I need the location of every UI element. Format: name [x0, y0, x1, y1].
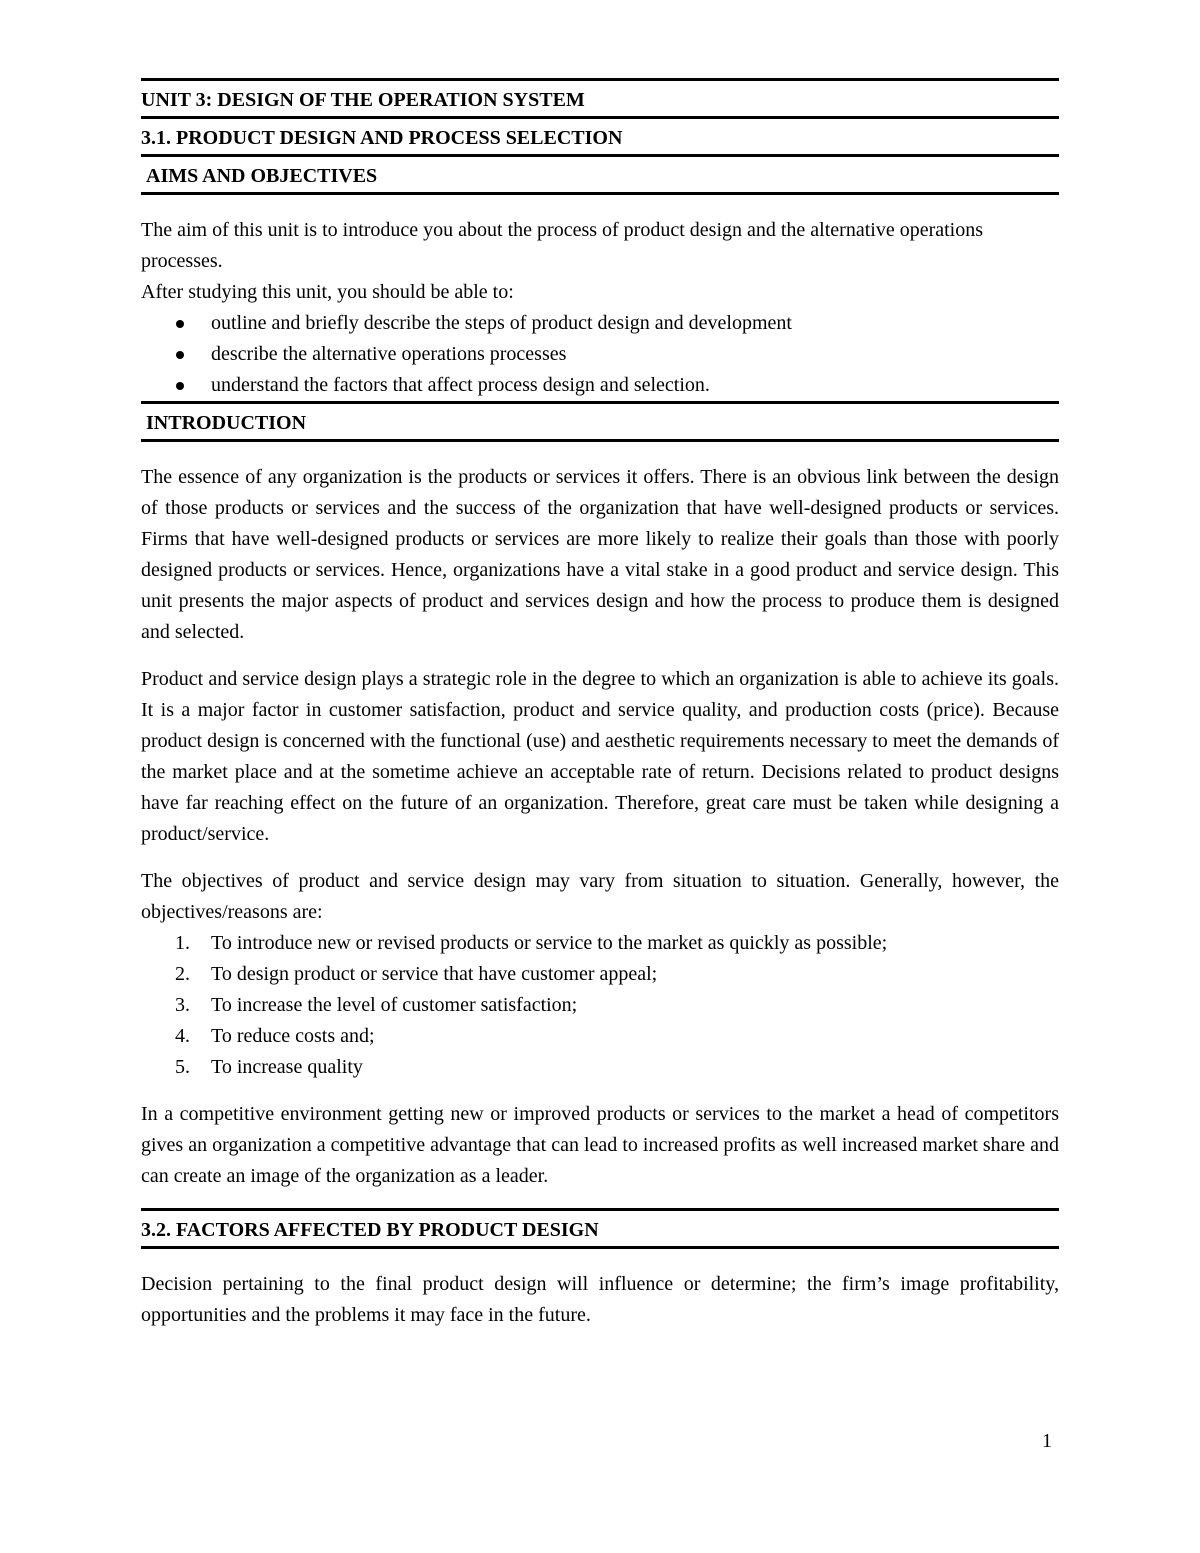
- list-item: understand the factors that affect process design and selection.: [141, 370, 1059, 401]
- intro-paragraph-2: Product and service design plays a strategic role in the degree to which an organization is able to achieve its goals. It is a major factor in customer satisfaction, product and service quality, and production costs (price). Because product design is concerned with the functional (use) and aesthetic requirements necessary to meet the demands of the market place and at the sometime achieve an acceptable rate of return. Decisions related to product designs have far reaching effect on the future of an organization. Therefore, great care must be taken while designing a product/service.: [141, 668, 1059, 845]
- aims-intro: The aim of this unit is to introduce you about the process of product design and the alternative operations processes.: [141, 219, 984, 272]
- introduction-heading: INTRODUCTION: [146, 412, 307, 434]
- list-item: 3. To increase the level of customer satisfaction;: [175, 994, 578, 1016]
- unit-title: UNIT 3: DESIGN OF THE OPERATION SYSTEM: [141, 89, 585, 111]
- objectives-bullet-list: [141, 308, 1059, 401]
- bullet-icon: [176, 351, 184, 359]
- intro-paragraph-1: The essence of any organization is the products or services it offers. There is an obvious link between the design of those products or services and the success of the organization that have well-designed products or services. Firms that have well-designed products or services are more likely to realize their goals than those with poorly designed products or services. Hence, organizations have a vital stake in a good product and service design. This unit presents the major aspects of product and services design and how the process to produce them is designed and selected.: [141, 466, 1059, 643]
- section-32-heading: 3.2. FACTORS AFFECTED BY PRODUCT DESIGN: [141, 1219, 599, 1241]
- page-number: 1: [1042, 1430, 1052, 1452]
- document-page: [141, 78, 1059, 1331]
- bullet-icon: [176, 382, 184, 390]
- objectives-numbered-list: [141, 928, 1059, 1083]
- bullet-icon: [176, 320, 184, 328]
- aims-heading: AIMS AND OBJECTIVES: [146, 165, 378, 187]
- list-item: 1. To introduce new or revised products or service to the market as quickly as possible;: [175, 932, 888, 954]
- list-item: 2. To design product or service that have customer appeal;: [175, 963, 658, 985]
- aims-lead: After studying this unit, you should be able to:: [141, 281, 514, 303]
- intro-paragraph-3: The objectives of product and service design may vary from situation to situation. Generally, however, the objectives/reasons are:: [141, 870, 1059, 923]
- section-32-paragraph: Decision pertaining to the final product design will influence or determine; the firm’s image profitability, opportunities and the problems it may face in the future.: [141, 1273, 1059, 1326]
- list-item: describe the alternative operations processes: [141, 339, 1059, 370]
- section-title: 3.1. PRODUCT DESIGN AND PROCESS SELECTION: [141, 127, 623, 149]
- intro-paragraph-4: In a competitive environment getting new or improved products or services to the market a head of competitors gives an organization a competitive advantage that can lead to increased profits as well increased market share and can create an image of the organization as a leader.: [141, 1103, 1059, 1187]
- list-item: 4. To reduce costs and;: [175, 1025, 375, 1047]
- list-item: 5. To increase quality: [175, 1056, 363, 1078]
- list-item: outline and briefly describe the steps of product design and development: [141, 308, 1059, 339]
